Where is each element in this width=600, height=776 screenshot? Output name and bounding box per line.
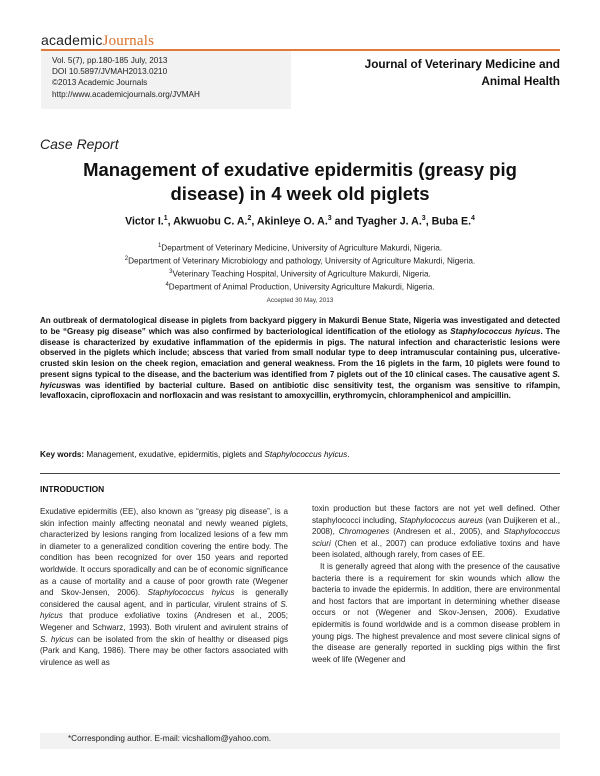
- meta-url[interactable]: http://www.academicjournals.org/JVMAH: [52, 89, 200, 99]
- affiliation: $^4$Department of Animal Production, University Agriculture Makurdi, Nigeria.: [165, 282, 435, 293]
- paragraph: Exudative epidermitis (EE), also known as “greasy pig disease”, is a skin infection mainly affecting neonatal and newly weaned piglets, characterized by lesions ranging from localized lesions of a few mm in diameter to a generalized condition covering the entire body. The condition has been recognized for over 150 years and reported worldwide. It occurs sporadically and can be of economic significance as a cause of mortality and a cause of poor growth rate (Wegener and Skov-Jensen, 2006). Staphylococcus hyicus is generally considered the causal agent, and in particular, virulent strains of S. hyicus that produce exfoliative toxins (Andresen et al., 2005; Wegener and Schwarz, 1993). Both virulent and avirulent strains of S. hyicus can be isolated from the skin of healthy or diseased pigs (Park and Kang, 1986). There may be other factors associated with virulence as well as: [40, 507, 288, 667]
- paragraph: It is generally agreed that along with the presence of the causative bacteria there is a requirement for skin wounds which allow the bacteria to invade the epidermis. In addition, there are environmental and host factors that are important in determining whether disease occurs or not (Wegener and Skov-Jensen, 2006). Exudative epidermitis is found worldwide and is a common disease problem in young pigs. The highest prevalence and most severe clinical signs of the disease are generally reported in suckling pigs within the first week of life (Wegener and: [312, 561, 560, 664]
- affiliation: $^3$Veterinary Teaching Hospital, University of Agriculture Makurdi, Nigeria.: [169, 269, 431, 280]
- author: Victor I.: [125, 215, 164, 228]
- section-heading: INTRODUCTION: [40, 484, 105, 494]
- journal-name: Journal of Veterinary Medicine and Animal Health: [364, 57, 560, 88]
- article-title: Management of exudative epidermitis (greasy pig disease) in 4 week old piglets: [83, 159, 517, 204]
- author: Akwuobu C. A.: [173, 215, 248, 228]
- body-column-right: [312, 503, 560, 665]
- affiliation: $^2$Department of Veterinary Microbiology and pathology, University of Agriculture Makurdi, Nigeria.: [124, 256, 476, 266]
- article-meta: [52, 55, 200, 100]
- accepted-date: Accepted 30 May, 2013: [266, 297, 334, 304]
- article-type: Case Report: [40, 136, 119, 152]
- author-list: Victor I.$^1$, Akwuobu C. A.$^2$, Akinleye O. A.$^3$ and Tyagher J. A.$^3$, Buba E.$^4$: [125, 215, 475, 228]
- meta-volume: Vol. 5(7), pp.180-185 July, 2013: [52, 56, 168, 65]
- publisher-logo: academicJournals: [41, 32, 155, 49]
- meta-copyright: ©2013 Academic Journals: [52, 78, 148, 88]
- corresponding-author: *Corresponding author. E-mail: vicshallom@yahoo.com.: [68, 734, 272, 743]
- affiliation: $^1$Department of Veterinary Medicine, University of Agriculture Makurdi, Nigeria.: [157, 243, 443, 253]
- author: Tyagher J. A.: [356, 215, 422, 228]
- affiliations: [40, 241, 560, 294]
- meta-doi: DOI 10.5897/JVMAH2013.0210: [52, 67, 168, 77]
- section-divider: [40, 473, 560, 474]
- paragraph: toxin production but these factors are not yet well defined. Other staphylococci including, Staphylococcus aureus (van Duijkeren et al., 2008), Chromogenes (Andresen et al., 2005), and Staphylococcus sciuri (Chen et al., 2007) can produce exfoliative toxins and have been isolated, although rarely, from cases of EE.: [312, 504, 560, 560]
- abstract: An outbreak of dermatological disease in piglets from backyard piggery in Makurdi Benue State, Nigeria was investigated and detected to be “Greasy pig disease” which was also confirmed by bacteriological identification of the etiology as Staphylococcus hyicus. The disease is characterized by exudative inflammation of the epidermis in pigs. The natural infection and characteristic lesions were observed in the piglets which include; abscess that varied from small nodular type to deep intramuscular containing pus, ulcerative-crusted skin lesion on the cheek region, emaciation and general weakness. From the 16 piglets in the farm, 10 piglets were found to present signs typical to the disease, and the bacterium was identified from 7 piglets out of the 10 clinical cases. The causative agent S. hyicuswas was identified by bacterial culture. Based on antibiotic disc sensitivity test, the organism was sensitive to rifampin, levafloxacin, ciprofloxacin and norfloxacin and was resistant to amoxycillin, erythromycin, chloramphenicol and ampicillin.: [40, 316, 560, 401]
- keywords: Key words: Management, exudative, epidermitis, piglets and Staphylococcus hyicus.: [40, 450, 350, 459]
- body-column-left: [40, 506, 288, 668]
- author: Buba E.: [431, 215, 472, 228]
- author: Akinleye O. A.: [256, 215, 328, 228]
